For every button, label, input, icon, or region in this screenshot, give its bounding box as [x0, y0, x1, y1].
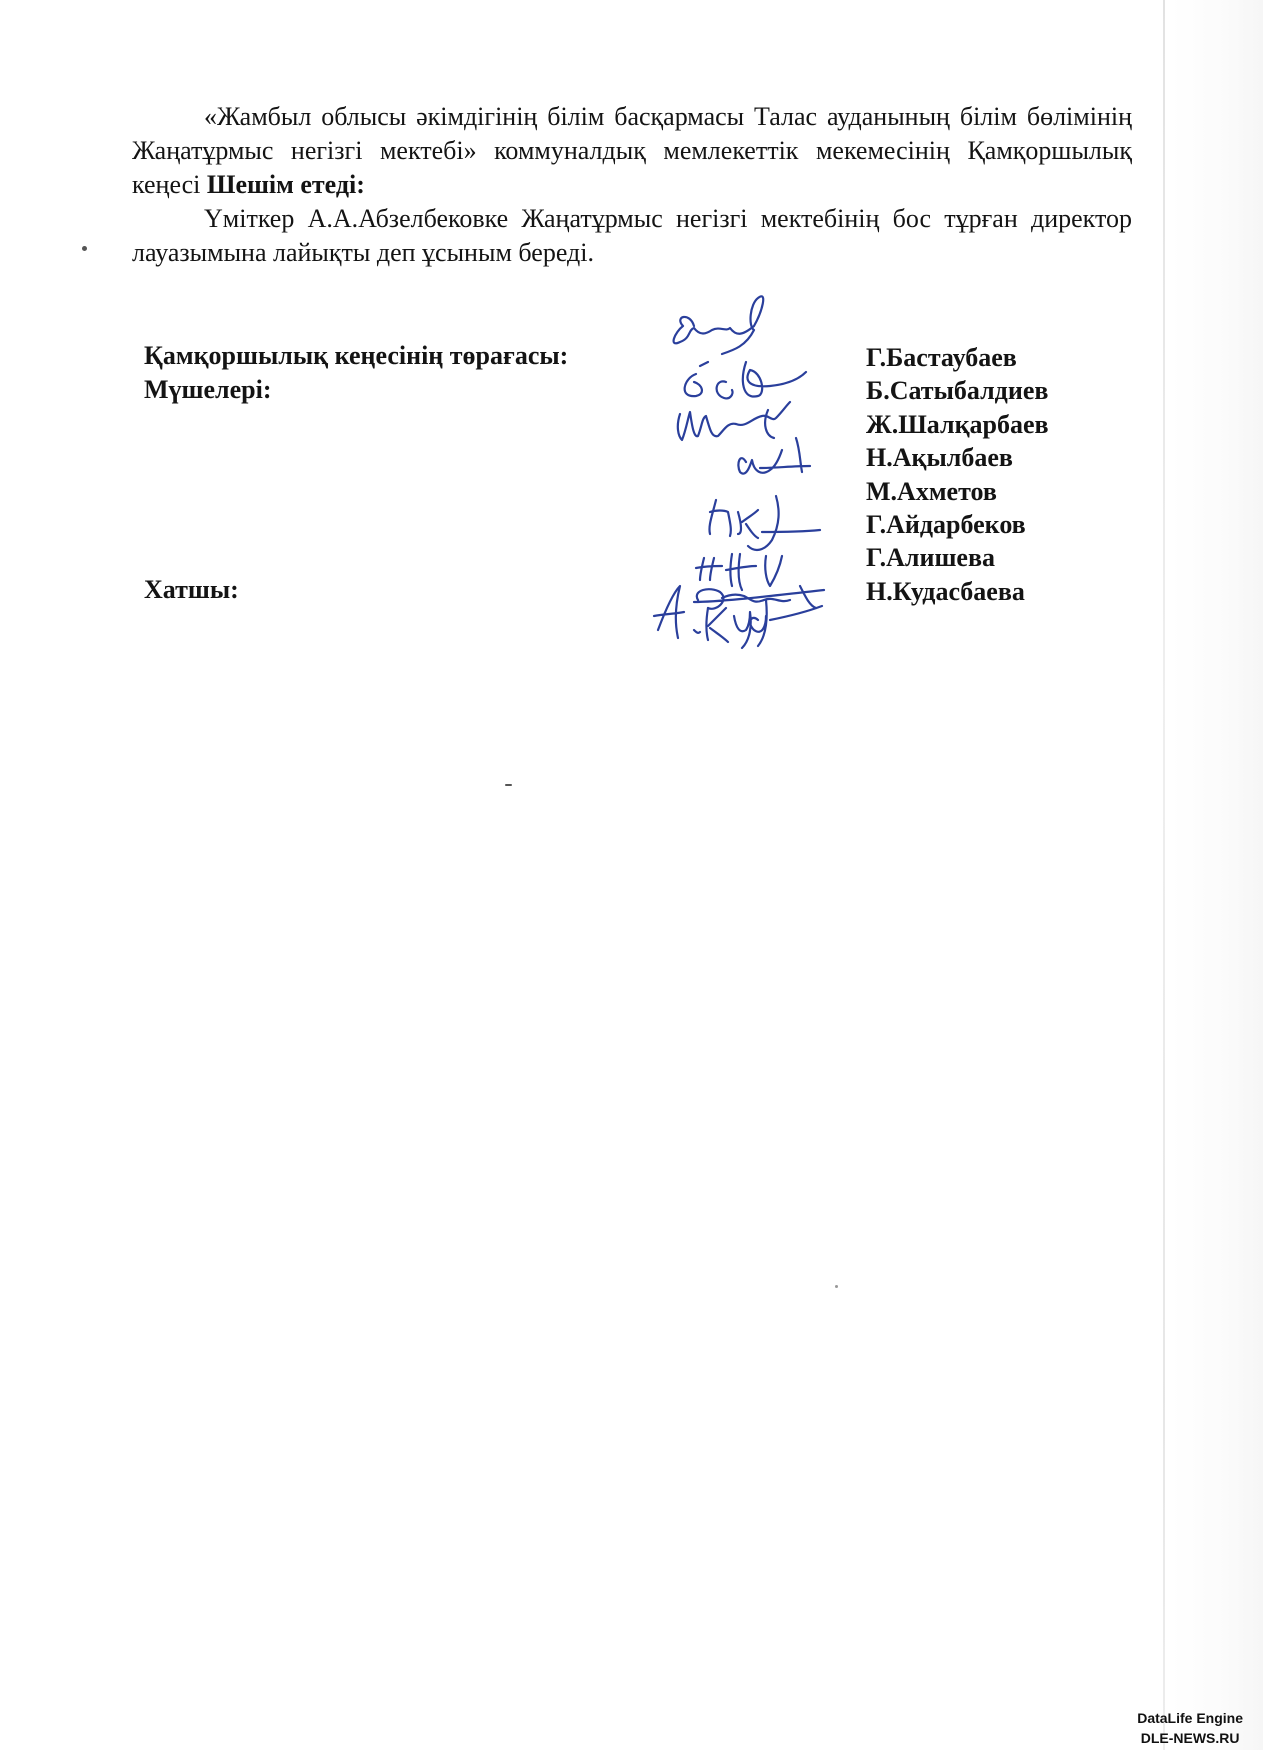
member-name: Ж.Шалқарбаев: [866, 409, 1049, 439]
document-body: [132, 100, 1132, 270]
member-name: Г.Алишева: [866, 543, 995, 573]
resolution-verb: Шешім етеді:: [206, 170, 365, 199]
scan-speck: [505, 784, 512, 786]
signature-3: [678, 402, 790, 440]
signature-6: [696, 554, 782, 590]
scan-edge: [1171, 0, 1263, 1750]
member-name: Н.Кудасбаева: [866, 576, 1025, 606]
resolution-text: «Жамбыл облысы әкімдігінің білім басқармасы Талас ауданының білім бөлімінің Жаңатұрмыс негізгі мектебі» коммуналдық мемлекеттік мекемесінің Қамқоршылық кеңесі: [132, 102, 1132, 199]
member-name: Н.Ақылбаев: [866, 443, 1013, 473]
signature-5: [709, 496, 820, 550]
member-name: Б.Сатыбалдиев: [866, 376, 1049, 406]
handwritten-signatures: [650, 290, 870, 650]
watermark-line: DataLife Engine: [1137, 1710, 1243, 1726]
chair-label: Қамқоршылық кеңесінің төрағасы:: [144, 341, 569, 370]
watermark: [1137, 1708, 1243, 1748]
scan-fold-line: [1163, 0, 1165, 1750]
members-label: Мүшелері:: [144, 375, 272, 404]
member-names-list: [866, 341, 1049, 608]
scan-speck: [835, 1285, 838, 1288]
member-name: Г.Айдарбеков: [866, 510, 1026, 540]
watermark-line: DLE-NEWS.RU: [1140, 1730, 1240, 1746]
signature-1: [674, 296, 764, 354]
scan-speck: [82, 246, 87, 251]
recommendation-paragraph: Үміткер А.А.Абзелбековке Жаңатұрмыс негізгі мектебінің бос тұрған директор лауазымына лайықты деп ұсыным береді.: [132, 204, 1132, 267]
secretary-label: Хатшы:: [144, 575, 239, 604]
signature-4: [738, 438, 810, 474]
signature-2: [685, 362, 806, 398]
member-name: Г.Бастаубаев: [866, 343, 1017, 372]
resolution-paragraph: [132, 100, 1132, 202]
signature-7: [694, 586, 824, 609]
member-name: М.Ахметов: [866, 476, 997, 506]
